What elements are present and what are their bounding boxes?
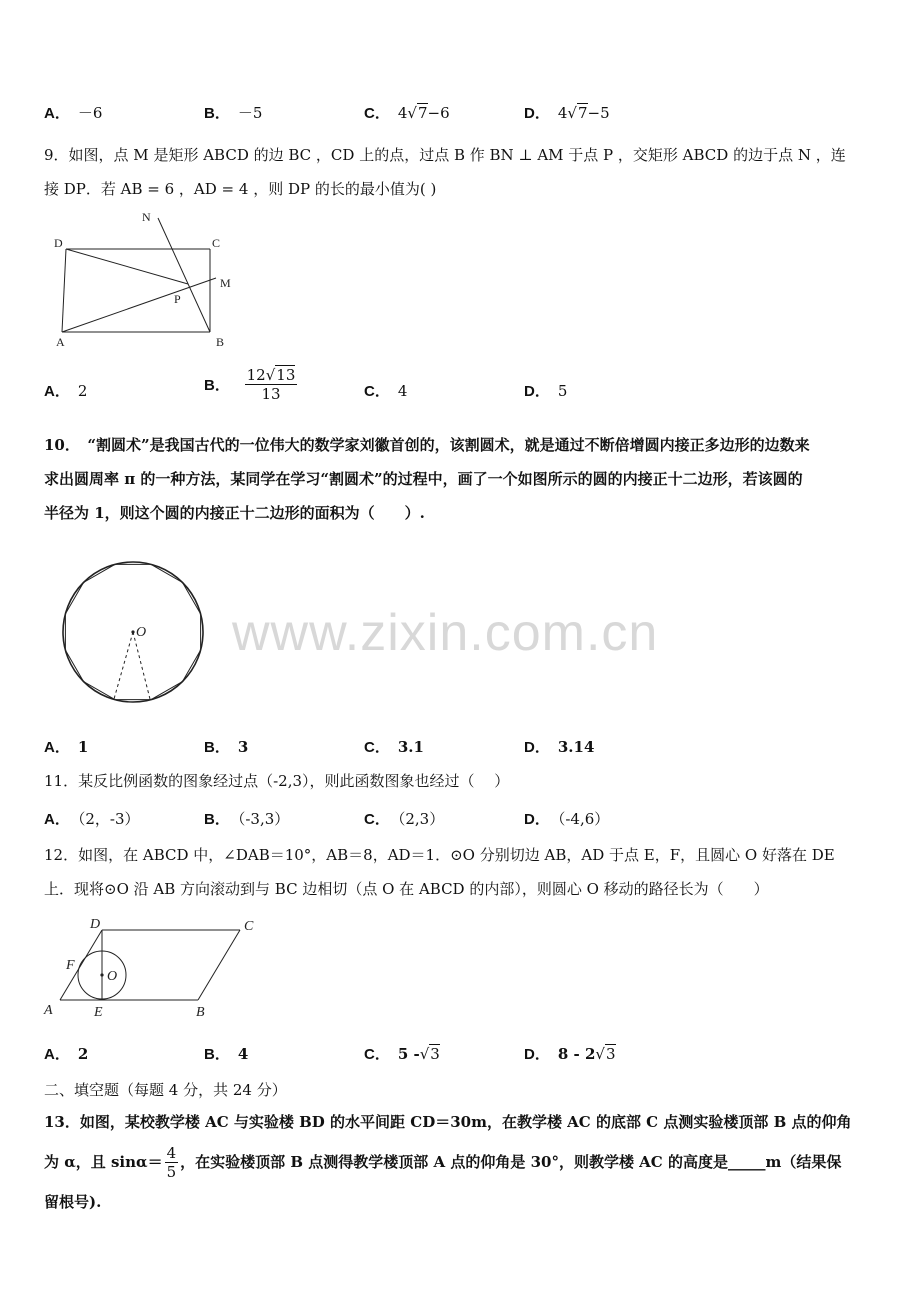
option-coef: 8 - 2 (557, 1045, 596, 1063)
label-c: C (244, 919, 254, 934)
option-letter: C． (364, 811, 390, 828)
q12-stem (44, 838, 884, 906)
option-text: （2，-3） (77, 810, 140, 828)
q10-line-1: 10． “割圆术”是我国古代的一位伟大的数学家刘徽首创的，该割圆术，就是通过不断倍增圆内接正多边形的边数来 (44, 436, 810, 454)
q12-option-a[interactable] (44, 1043, 88, 1064)
section-title: 二、填空题（每题 4 分，共 24 分） (44, 1081, 287, 1099)
radicand: 7 (417, 104, 428, 122)
label-b: B (196, 1005, 205, 1020)
option-coef: 4 (397, 104, 408, 122)
option-text: 5 (557, 382, 568, 400)
option-letter: B． (204, 105, 230, 122)
option-coef: 5 - (397, 1045, 420, 1063)
edge-da (62, 249, 66, 332)
fraction-denominator: 5 (166, 1162, 177, 1181)
q10-option-b[interactable] (204, 736, 248, 757)
q10-option-c[interactable] (364, 736, 424, 757)
option-text: 3 (237, 738, 249, 756)
sqrt-icon: √ (407, 104, 417, 122)
label-c: C (212, 236, 221, 250)
option-letter: D． (524, 105, 550, 122)
option-tail: −5 (587, 104, 610, 122)
option-letter: D． (524, 1046, 550, 1063)
q8-option-a[interactable] (44, 102, 102, 123)
center-point (131, 630, 134, 633)
option-letter: A． (44, 739, 70, 756)
q10-line-3: 半径为 1，则这个圆的内接正十二边形的面积为（ ）. (44, 504, 425, 522)
option-text: 3.1 (397, 738, 424, 756)
radius-right (133, 632, 150, 699)
q12-options (0, 1043, 920, 1073)
sqrt-icon: √ (265, 366, 276, 384)
q9-options (0, 366, 920, 410)
label-o: O (107, 969, 118, 984)
q13-line-2 (44, 1140, 884, 1184)
q9-option-b[interactable] (204, 366, 299, 403)
q10-option-a[interactable] (44, 736, 88, 757)
option-text: 4 (237, 1045, 249, 1063)
fraction-denominator: 13 (261, 385, 281, 403)
q10-stem (44, 428, 884, 530)
q11-option-c[interactable] (364, 808, 444, 829)
option-text: 1 (77, 738, 89, 756)
label-d: D (90, 917, 101, 932)
option-letter: A． (44, 105, 70, 122)
q9-line-1: 9．如图，点 M 是矩形 ABCD 的边 BC ，CD 上的点，过点 B 作 BN ⊥ AM 于点 P ，交矩形 ABCD 的边于点 N ，连 (44, 146, 846, 164)
label-f: F (66, 958, 75, 973)
q13-line-1: 13．如图，某校教学楼 AC 与实验楼 BD 的水平间距 CD＝30m，在教学楼 AC 的底部 C 点测实验楼顶部 B 点的仰角 (44, 1113, 852, 1131)
line-dp (66, 249, 188, 284)
fraction-4-5 (165, 1144, 179, 1181)
option-letter: B． (204, 1046, 230, 1063)
edge-bc (198, 930, 240, 1000)
fraction (245, 366, 298, 403)
option-letter: A． (44, 811, 70, 828)
q9-option-a[interactable] (44, 380, 87, 401)
option-letter: C． (364, 105, 390, 122)
line-am (62, 278, 216, 332)
option-letter: D． (524, 383, 550, 400)
option-text: 2 (77, 1045, 89, 1063)
label-e: E (94, 1005, 103, 1020)
numerator-coef: 12 (246, 366, 266, 384)
watermark: www.zixin.com.cn (232, 604, 659, 662)
label-o: O (136, 625, 147, 640)
fraction-numerator (245, 366, 298, 385)
radicand: 7 (577, 104, 588, 122)
q9-stem (44, 138, 884, 206)
q13-line-2-post: ，在实验楼顶部 B 点测得教学楼顶部 A 点的仰角是 30°，则教学楼 AC 的高度是_____m（结果保 (180, 1153, 842, 1171)
q8-options (0, 102, 920, 132)
center-o (100, 973, 103, 976)
q11-option-d[interactable] (524, 808, 609, 829)
q8-option-c[interactable] (364, 102, 450, 123)
fraction-numerator: 4 (166, 1143, 177, 1162)
option-letter: B． (204, 377, 230, 394)
label-b: B (216, 335, 225, 349)
q11-option-a[interactable] (44, 808, 140, 829)
label-m: M (220, 276, 231, 290)
option-letter: D． (524, 811, 550, 828)
q10-option-d[interactable] (524, 736, 594, 757)
q9-figure (48, 206, 248, 351)
q12-option-c[interactable] (364, 1043, 440, 1064)
q9-option-c[interactable] (364, 380, 407, 401)
option-text: 4 (397, 382, 408, 400)
q11-stem (44, 764, 884, 798)
option-letter: A． (44, 383, 70, 400)
option-letter: A． (44, 1046, 70, 1063)
sqrt-icon: √ (567, 104, 577, 122)
option-letter: B． (204, 811, 230, 828)
option-text: （-4,6） (557, 810, 610, 828)
q13-line-2-pre: 为 α，且 sinα＝ (44, 1153, 163, 1171)
sqrt-icon: √ (419, 1045, 430, 1063)
option-letter: C． (364, 1046, 390, 1063)
q13-stem (44, 1104, 884, 1220)
option-text: 3.14 (557, 738, 595, 756)
q13-line-3: 留根号). (44, 1193, 102, 1211)
q9-line-2: 接 DP．若 AB = 6 ，AD = 4 ，则 DP 的长的最小值为( ) (44, 180, 437, 198)
option-text: （-3,3） (237, 810, 290, 828)
option-letter: B． (204, 739, 230, 756)
option-tail: −6 (427, 104, 450, 122)
label-a: A (44, 1003, 53, 1018)
option-text: （2,3） (397, 810, 445, 828)
line-bn (158, 218, 210, 332)
q11-line-1: 11．某反比例函数的图象经过点（-2,3），则此函数图象也经过（ ） (44, 772, 510, 790)
radicand: 13 (276, 366, 296, 384)
label-n: N (142, 210, 151, 224)
option-letter: C． (364, 739, 390, 756)
option-text: 2 (77, 382, 88, 400)
radicand: 3 (605, 1045, 616, 1063)
label-d: D (54, 236, 63, 250)
section-2-heading (44, 1073, 884, 1107)
option-letter: C． (364, 383, 390, 400)
radius-left (114, 632, 133, 699)
option-coef: 4 (557, 104, 568, 122)
q12-figure (40, 912, 270, 1024)
option-text: －5 (237, 104, 263, 122)
q8-option-d[interactable] (524, 102, 610, 123)
q11-option-b[interactable] (204, 808, 289, 829)
q9-option-d[interactable] (524, 380, 567, 401)
q12-option-b[interactable] (204, 1043, 248, 1064)
q12-option-d[interactable] (524, 1043, 616, 1064)
q11-options (0, 808, 920, 838)
q10-line-2: 求出圆周率 π 的一种方法，某同学在学习“割圆术”的过程中，画了一个如图所示的圆的内接正十二边形，若该圆的 (44, 470, 803, 488)
option-text: －6 (77, 104, 103, 122)
q12-line-1: 12．如图，在 ABCD 中，∠DAB＝10°，AB＝8，AD＝1．⊙O 分别切边 AB，AD 于点 E，F，且圆心 O 好落在 DE (44, 846, 835, 864)
radicand: 3 (430, 1045, 440, 1063)
sqrt-icon: √ (595, 1045, 605, 1063)
label-p: P (174, 292, 181, 306)
q10-figure (56, 560, 216, 710)
q12-line-2: 上．现将⊙O 沿 AB 方向滚动到与 BC 边相切（点 O 在 ABCD 的内部），则圆心 O 移动的路径长为（ ） (44, 880, 769, 898)
q10-options (0, 736, 920, 766)
label-a: A (56, 335, 65, 349)
q8-option-b[interactable] (204, 102, 262, 123)
option-letter: D． (524, 739, 550, 756)
